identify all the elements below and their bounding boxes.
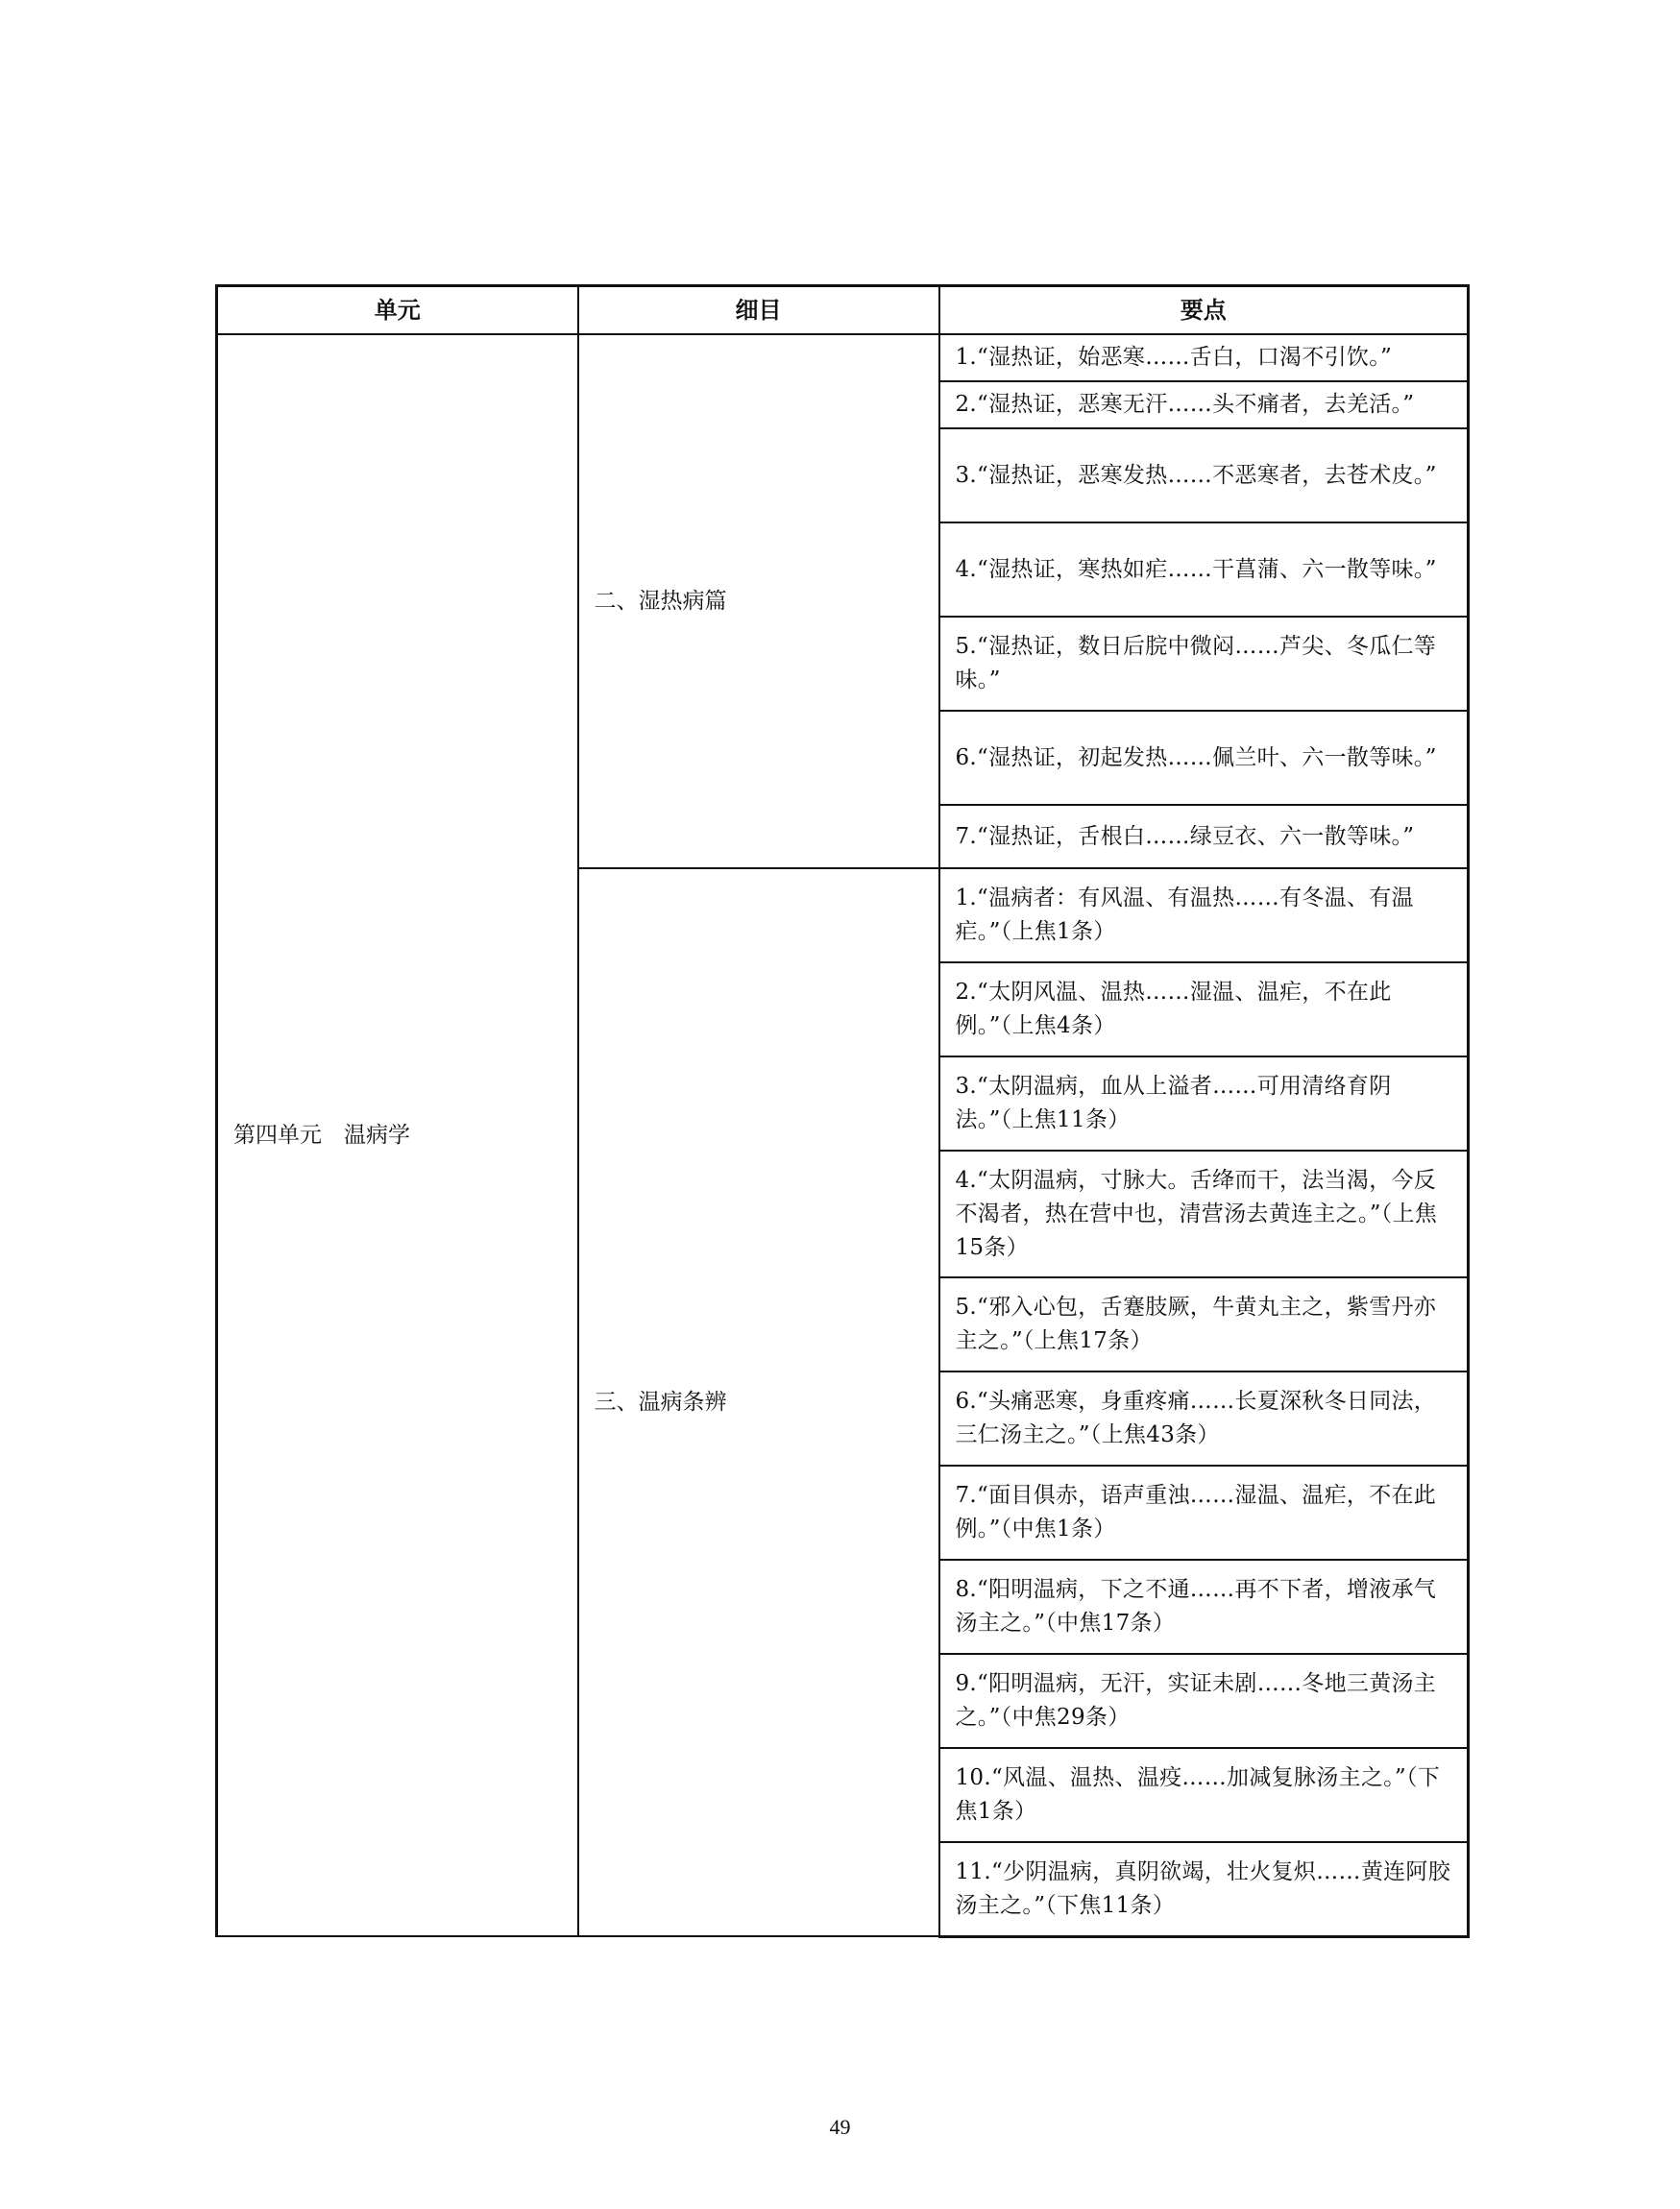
point-cell: 6.“头痛恶寒，身重疼痛……长夏深秋冬日同法，三仁汤主之。”（上焦43条） xyxy=(939,1372,1469,1466)
point-cell: 3.“湿热证，恶寒发热……不恶寒者，去苍术皮。” xyxy=(939,428,1469,522)
page-number: 49 xyxy=(829,2115,851,2139)
point-cell: 2.“太阴风温、温热……湿温、温疟，不在此例。”（上焦4条） xyxy=(939,962,1469,1056)
point-cell: 10.“风温、温热、温疫……加减复脉汤主之。”（下焦1条） xyxy=(939,1748,1469,1842)
header-unit: 单元 xyxy=(217,286,578,335)
detail-cell: 三、温病条辨 xyxy=(578,868,939,1936)
point-cell: 9.“阳明温病，无汗，实证未剧……冬地三黄汤主之。”（中焦29条） xyxy=(939,1654,1469,1748)
point-cell: 1.“温病者：有风温、有温热……有冬温、有温疟。”（上焦1条） xyxy=(939,868,1469,962)
table-row xyxy=(217,334,1469,381)
point-cell: 11.“少阴温病，真阴欲竭，壮火复炽……黄连阿胶汤主之。”（下焦11条） xyxy=(939,1842,1469,1936)
point-cell: 5.“湿热证，数日后脘中微闷……芦尖、冬瓜仁等味。” xyxy=(939,617,1469,711)
point-cell: 3.“太阴温病，血从上溢者……可用清络育阴法。”（上焦11条） xyxy=(939,1056,1469,1151)
detail-cell: 二、湿热病篇 xyxy=(578,334,939,868)
point-cell: 6.“湿热证，初起发热……佩兰叶、六一散等味。” xyxy=(939,711,1469,805)
point-cell: 4.“湿热证，寒热如疟……干菖蒲、六一散等味。” xyxy=(939,522,1469,617)
unit-cell: 第四单元 温病学 xyxy=(217,334,578,1936)
header-detail: 细目 xyxy=(578,286,939,335)
header-row xyxy=(217,286,1469,335)
header-point: 要点 xyxy=(939,286,1469,335)
syllabus-table xyxy=(215,284,1470,1938)
point-cell: 5.“邪入心包，舌蹇肢厥，牛黄丸主之，紫雪丹亦主之。”（上焦17条） xyxy=(939,1277,1469,1372)
point-cell: 7.“面目俱赤，语声重浊……湿温、温疟，不在此例。”（中焦1条） xyxy=(939,1466,1469,1560)
point-cell: 8.“阳明温病，下之不通……再不下者，增液承气汤主之。”（中焦17条） xyxy=(939,1560,1469,1654)
point-cell: 2.“湿热证，恶寒无汗……头不痛者，去羌活。” xyxy=(939,381,1469,428)
point-cell: 7.“湿热证，舌根白……绿豆衣、六一散等味。” xyxy=(939,805,1469,868)
point-cell: 4.“太阴温病，寸脉大。舌绛而干，法当渴，今反不渴者，热在营中也，清营汤去黄连主之。”（上焦15条） xyxy=(939,1151,1469,1277)
point-cell: 1.“湿热证，始恶寒……舌白，口渴不引饮。” xyxy=(939,334,1469,381)
